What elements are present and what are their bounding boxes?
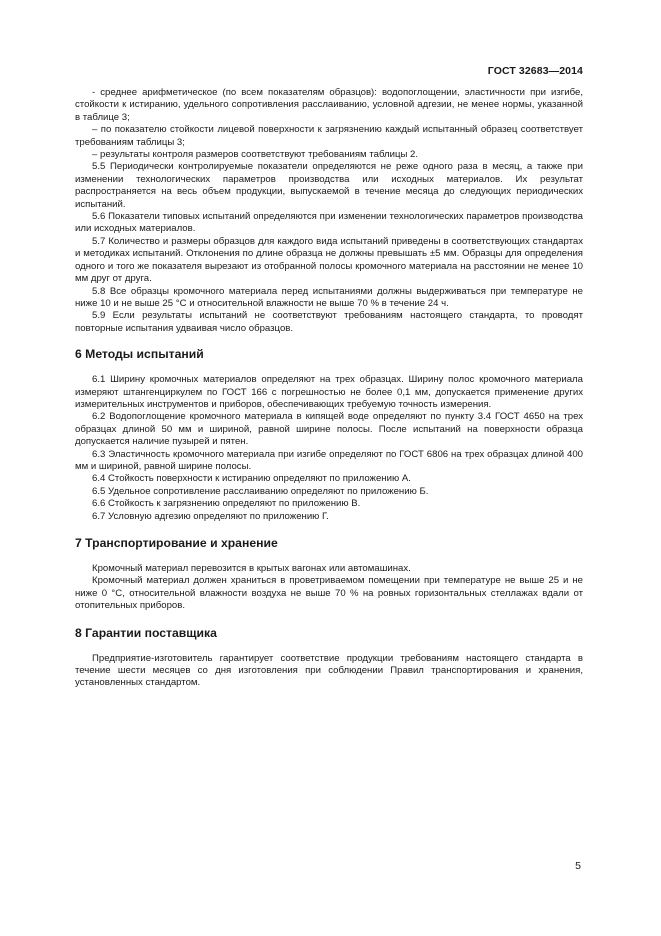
paragraph: 6.2 Водопоглощение кромочного материала в кипящей воде определяют по пункту 3.4 ГОСТ 4650 на трех образцах длиной 50 мм и шириной, равной ширине полосы. После испытаний на поверхности образца допускается наличие пузырей и пятен. xyxy=(75,411,583,448)
paragraph: Кромочный материал должен храниться в проветриваемом помещении при температуре не выше 25 и не ниже 0 °С, относительной влажности воздуха не выше 70 % на ровных горизонтальных стеллажах вдали от отопительных приборов. xyxy=(75,575,583,612)
paragraph: Предприятие-изготовитель гарантирует соответствие продукции требованиям настоящего стандарта в течение шести месяцев со дня изготовления при соблюдении Правил транспортирования и хранения, установленных стандартом. xyxy=(75,652,583,689)
paragraph: - среднее арифметическое (по всем показателям образцов): водопоглощении, эластичности при изгибе, стойкости к истиранию, удельного сопротивления расслаиванию, условной адгезии, не менее нормы, указанной в таблице 3; xyxy=(75,87,583,123)
paragraph: 5.5 Периодически контролируемые показатели определяются не реже одного раза в месяц, а также при изменении технологических параметров производства или исходных материалов. Их результат распространяется на весь объем продукции, выпускаемой в течение месяца до следующих периодических испытаний. xyxy=(75,161,583,210)
section-heading-supplier-warranty: 8 Гарантии поставщика xyxy=(75,625,217,640)
paragraph: 6.5 Удельное сопротивление расслаиванию определяют по приложению Б. xyxy=(92,485,429,497)
paragraph: 5.7 Количество и размеры образцов для каждого вида испытаний приведены в соответствующих стандартах и методиках испытаний. Отклонения по длине образца не должны превышать ±5 мм. Образцы для определения одного и того же показателя вырезают из отобранной полосы кромочного материала на расстоянии не менее 10 мм друг от друга. xyxy=(75,235,583,285)
paragraph: 6.3 Эластичность кромочного материала при изгибе определяют по ГОСТ 6806 на трех образцах длиной 400 мм и шириной, равной ширине полосы. xyxy=(75,448,583,472)
page-content xyxy=(75,87,583,690)
paragraph: 6.7 Условную адгезию определяют по приложению Г. xyxy=(92,510,329,522)
page-number: 5 xyxy=(575,860,581,872)
paragraph: – результаты контроля размеров соответствуют требованиям таблицы 2. xyxy=(92,149,419,161)
paragraph: Кромочный материал перевозится в крытых вагонах или автомашинах. xyxy=(92,563,411,574)
paragraph: 5.6 Показатели типовых испытаний определяются при изменении технологических параметров производства или исходных материалов. xyxy=(75,211,583,235)
paragraph: – по показателю стойкости лицевой поверхности к загрязнению каждый испытанный образец соответствует требованиям таблицы 3; xyxy=(75,124,583,148)
section-heading-test-methods: 6 Методы испытаний xyxy=(75,347,204,362)
paragraph: 5.9 Если результаты испытаний не соответствуют требованиям настоящего стандарта, то проводят повторные испытания удваивая число образцов. xyxy=(75,310,583,334)
document-code: ГОСТ 32683—2014 xyxy=(487,65,583,77)
paragraph: 6.6 Стойкость к загрязнению определяют по приложению В. xyxy=(92,498,361,510)
paragraph: 6.4 Стойкость поверхности к истиранию определяют по приложению А. xyxy=(92,473,411,485)
paragraph: 6.1 Ширину кромочных материалов определяют на трех образцах. Ширину полос кромочного материала измеряют штангенциркулем по ГОСТ 166 с погрешностью не более 0,1 мм, допускается применение других измерительных инструментов и приборов, обеспечивающих требуемую точность измерения. xyxy=(75,374,583,410)
paragraph: 5.8 Все образцы кромочного материала перед испытаниями должны выдерживаться при температуре не ниже 10 и не выше 25 °С и относительной влажности не выше 70 % в течение 24 ч. xyxy=(75,285,583,309)
section-heading-transport-storage: 7 Транспортирование и хранение xyxy=(75,536,278,550)
